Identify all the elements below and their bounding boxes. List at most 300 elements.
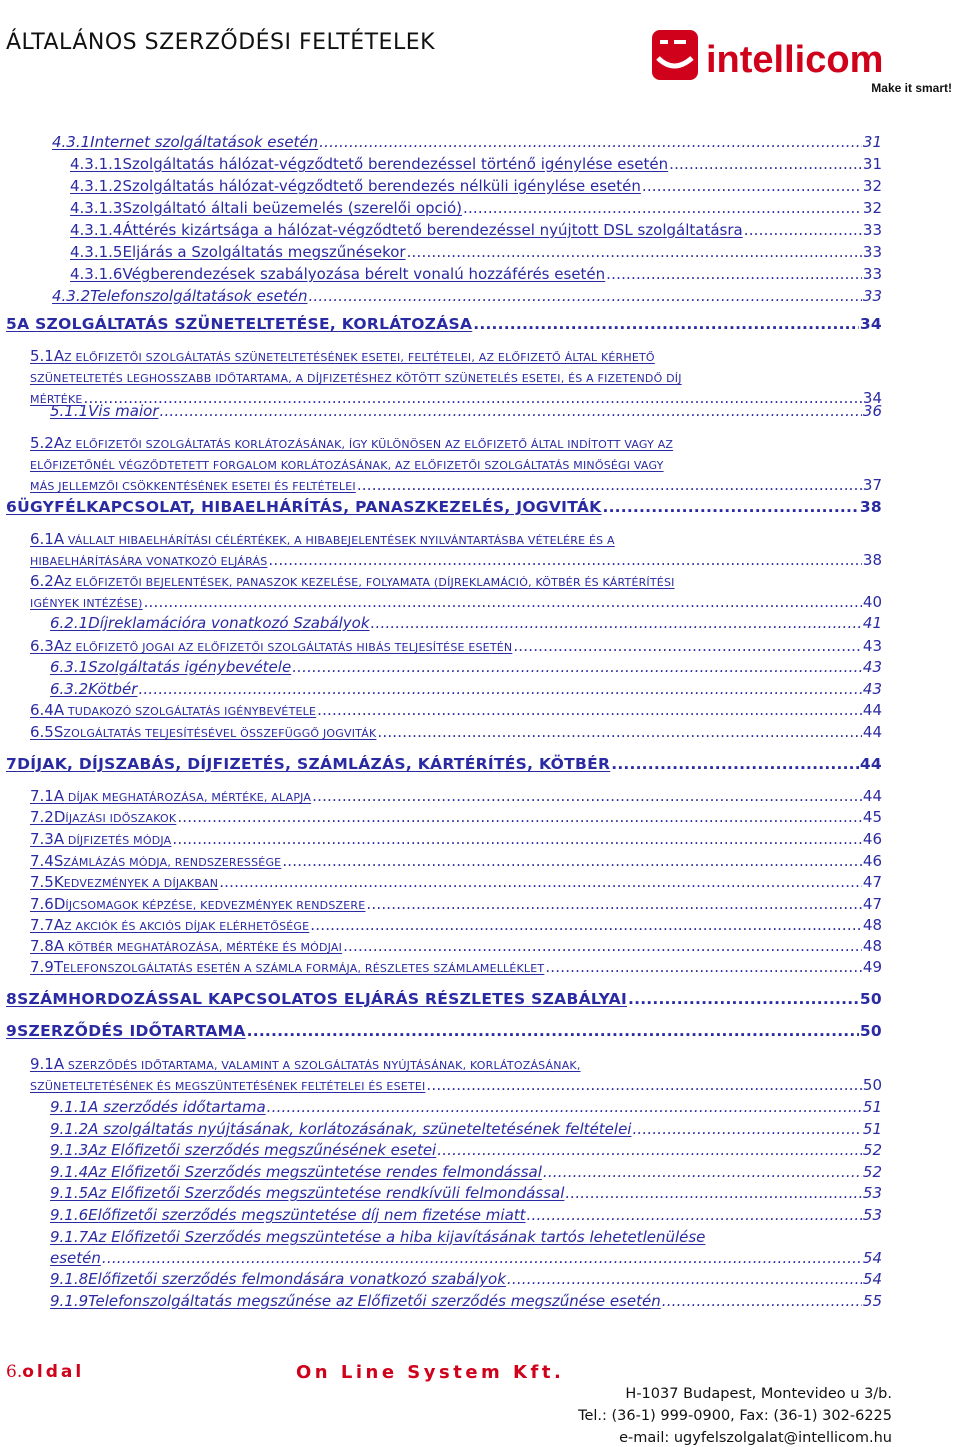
footer-phone: Tel.: (36-1) 999-0900, Fax: (36-1) 302-6225 bbox=[578, 1408, 892, 1424]
toc-title bbox=[70, 199, 462, 217]
dot-leader bbox=[473, 315, 859, 333]
toc-line bbox=[70, 221, 882, 241]
toc-title-initial: S bbox=[53, 852, 64, 870]
dot-leader bbox=[545, 958, 862, 976]
toc-title-initial: A bbox=[53, 434, 65, 452]
toc-title bbox=[30, 434, 673, 452]
toc-title-text: Az Előfizetői szerződés megszűnésének esetei bbox=[88, 1141, 437, 1159]
toc-title-initial: A bbox=[53, 830, 65, 848]
toc-page-number: 47 bbox=[862, 895, 882, 913]
footer-address: H-1037 Budapest, Montevideo u 3/b. bbox=[625, 1386, 892, 1402]
toc-title-initial: K bbox=[53, 873, 64, 891]
toc-title-continued: MÁS JELLEMZŐI CSÖKKENTÉSÉNEK ESETEI ÉS FELTÉTELEI bbox=[30, 480, 356, 493]
toc-line bbox=[30, 895, 882, 915]
toc-number: 7.2 bbox=[30, 808, 54, 826]
dot-leader bbox=[426, 1076, 861, 1094]
page-number bbox=[6, 1362, 84, 1382]
toc-number: 5.1 bbox=[30, 347, 54, 365]
toc-title-initial: A bbox=[53, 572, 65, 590]
toc-number: 9.1.1 bbox=[50, 1098, 89, 1116]
toc-page-number: 52 bbox=[862, 1141, 882, 1159]
toc-title-text: Az Előfizetői Szerződés megszüntetése a hiba kijavításának tartós lehetetlenülése bbox=[88, 1228, 706, 1246]
toc-number: 7.6 bbox=[30, 895, 54, 913]
toc-title-rest: ÍJCSOMAGOK KÉPZÉSE, KEDVEZMÉNYEK RENDSZERE bbox=[65, 899, 366, 912]
toc-page-number: 46 bbox=[862, 830, 882, 848]
toc-title-rest: DÍJAK MEGHATÁROZÁSA, MÉRTÉKE, ALAPJA bbox=[64, 791, 312, 804]
toc-title: SZERZŐDÉS IDŐTARTAMA bbox=[17, 1022, 246, 1040]
toc-line bbox=[30, 572, 882, 592]
toc-title-initial: D bbox=[53, 895, 66, 913]
toc-page-number: 31 bbox=[862, 155, 882, 173]
toc-line bbox=[70, 199, 882, 219]
toc-number: 5 bbox=[6, 315, 18, 333]
dot-leader bbox=[377, 723, 862, 741]
toc-title bbox=[50, 1141, 436, 1159]
toc-title bbox=[70, 177, 641, 195]
toc-title-rest: TUDAKOZÓ SZOLGÁLTATÁS IGÉNYBEVÉTELE bbox=[64, 705, 317, 718]
dot-leader bbox=[312, 787, 862, 805]
toc-page-number: 49 bbox=[862, 958, 882, 976]
toc-title bbox=[30, 347, 655, 365]
dot-leader bbox=[247, 1022, 859, 1040]
toc-line bbox=[30, 434, 882, 454]
dot-leader bbox=[632, 1120, 861, 1138]
dot-leader bbox=[177, 808, 862, 826]
toc-title-rest: Z AKCIÓK ÉS AKCIÓS DÍJAK ELÉRHETŐSÉGE bbox=[64, 920, 310, 933]
toc-line bbox=[30, 937, 882, 957]
toc-page-number: 44 bbox=[862, 787, 882, 805]
document-title: ÁLTALÁNOS SZERZŐDÉSI FELTÉTELEK bbox=[6, 30, 436, 55]
dot-leader bbox=[565, 1184, 862, 1202]
dot-leader bbox=[282, 852, 862, 870]
dot-leader bbox=[662, 1292, 862, 1310]
toc-title-text: Vis maior bbox=[88, 402, 159, 420]
toc-title bbox=[50, 1206, 526, 1224]
toc-title bbox=[30, 637, 512, 655]
toc-line bbox=[50, 1120, 882, 1140]
toc-title-rest: Z ELŐFIZETŐ JOGAI AZ ELŐFIZETŐI SZOLGÁLTATÁS HIBÁS TELJESÍTÉSE ESETÉN bbox=[64, 641, 513, 654]
toc-title bbox=[30, 852, 281, 870]
toc-title bbox=[30, 895, 365, 913]
toc-page-number: 40 bbox=[862, 593, 882, 611]
toc-line bbox=[70, 243, 882, 263]
toc-line bbox=[30, 593, 882, 613]
toc-title bbox=[30, 1076, 425, 1094]
toc-line bbox=[30, 787, 882, 807]
toc-page-number: 43 bbox=[862, 680, 882, 698]
toc-title-initial: A bbox=[53, 937, 65, 955]
toc-page-number: 37 bbox=[862, 476, 882, 494]
toc-number: 6.2 bbox=[30, 572, 54, 590]
toc-title bbox=[30, 787, 311, 805]
dot-leader bbox=[507, 1270, 862, 1288]
dot-leader bbox=[669, 155, 862, 173]
toc-heading-title bbox=[6, 990, 627, 1008]
toc-title-initial: A bbox=[53, 916, 65, 934]
toc-line bbox=[52, 133, 882, 153]
toc-page-number: 55 bbox=[862, 1292, 882, 1310]
toc-title-text: Szolgáltató általi beüzemelés (szerelői opció) bbox=[122, 199, 462, 217]
dot-leader bbox=[308, 287, 861, 305]
toc-title-continued: MÉRTÉKE bbox=[30, 393, 83, 406]
toc-title-initial: A bbox=[53, 787, 65, 805]
toc-page-number: 48 bbox=[862, 916, 882, 934]
toc-line bbox=[30, 701, 882, 721]
toc-title bbox=[30, 830, 171, 848]
toc-number: 6.3 bbox=[30, 637, 54, 655]
toc-title-text: Végberendezések szabályozása bérelt vonalú hozzáférés esetén bbox=[122, 265, 606, 283]
toc-title-rest: Z ELŐFIZETŐI SZOLGÁLTATÁS KORLÁTOZÁSÁNAK, ÍGY KÜLÖNÖSEN AZ ELŐFIZETŐ ÁLTAL INDÍTOTT VAGY AZ bbox=[64, 438, 674, 451]
toc-title-initial: S bbox=[53, 723, 64, 741]
toc-line bbox=[30, 637, 882, 657]
toc-line bbox=[30, 830, 882, 850]
toc-title-text: Kötbér bbox=[88, 680, 138, 698]
toc-page-number: 53 bbox=[862, 1184, 882, 1202]
toc-line bbox=[50, 1228, 882, 1248]
toc-page-number: 52 bbox=[862, 1163, 882, 1181]
footer-email: e-mail: ugyfelszolgalat@intellicom.hu bbox=[619, 1430, 892, 1446]
toc-number: 5.2 bbox=[30, 434, 54, 452]
toc-page-number: 32 bbox=[862, 199, 882, 217]
toc-page-number: 50 bbox=[862, 1076, 882, 1094]
toc-line bbox=[52, 287, 882, 307]
toc-number: 7.4 bbox=[30, 852, 54, 870]
dot-leader bbox=[527, 1206, 862, 1224]
toc-title-text: Szolgáltatás hálózat-végződtető berendezés nélküli igénylése esetén bbox=[122, 177, 641, 195]
toc-page-number: 41 bbox=[862, 614, 882, 632]
dot-leader bbox=[366, 895, 861, 913]
toc-line bbox=[30, 530, 882, 550]
toc-page-number: 33 bbox=[862, 221, 882, 239]
toc-title bbox=[70, 265, 605, 283]
dot-leader bbox=[463, 199, 862, 217]
toc-number: 4.3.1.4 bbox=[70, 221, 123, 239]
toc-heading-title bbox=[6, 1022, 246, 1040]
toc-page-number: 34 bbox=[862, 389, 882, 407]
toc-page-number: 47 bbox=[862, 873, 882, 891]
toc-title: ÜGYFÉLKAPCSOLAT, HIBAELHÁRÍTÁS, PANASZKEZELÉS, JOGVITÁK bbox=[17, 498, 602, 516]
toc-page-number: 54 bbox=[862, 1270, 882, 1288]
toc-title bbox=[50, 680, 137, 698]
toc-title-text: Az Előfizetői Szerződés megszüntetése rendes felmondással bbox=[88, 1163, 542, 1181]
toc-line bbox=[6, 498, 882, 520]
toc-title bbox=[30, 368, 682, 386]
dot-leader bbox=[606, 265, 862, 283]
toc-title-text: Internet szolgáltatások esetén bbox=[90, 133, 319, 151]
toc-line bbox=[70, 177, 882, 197]
toc-number: 4.3.1.3 bbox=[70, 199, 123, 217]
toc-page-number: 38 bbox=[862, 551, 882, 569]
toc-title bbox=[50, 1249, 101, 1267]
dot-leader bbox=[343, 937, 862, 955]
toc-number: 6.3.2 bbox=[50, 680, 89, 698]
toc-line bbox=[50, 1184, 882, 1204]
toc-heading-title bbox=[6, 498, 601, 516]
toc-line bbox=[30, 1076, 882, 1096]
toc-title bbox=[50, 1228, 705, 1246]
toc-line bbox=[70, 155, 882, 175]
page-label: oldal bbox=[22, 1362, 85, 1382]
dot-leader bbox=[407, 243, 862, 261]
toc-title-text: Előfizetői szerződés felmondására vonatkozó szabályok bbox=[88, 1270, 506, 1288]
toc-number: 9.1.6 bbox=[50, 1206, 89, 1224]
toc-line bbox=[50, 614, 882, 634]
toc-title bbox=[30, 958, 544, 976]
toc-page-number: 33 bbox=[862, 243, 882, 261]
toc-title bbox=[50, 658, 291, 676]
toc-number: 6 bbox=[6, 498, 18, 516]
toc-title-continued: SZÜNETELTETÉSÉNEK ÉS MEGSZÜNTETÉSÉNEK FELTÉTELEI ÉS ESETEI bbox=[30, 1080, 426, 1093]
toc-title-initial: A bbox=[53, 530, 65, 548]
toc-title-text: Előfizetői szerződés megszüntetése díj nem fizetése miatt bbox=[88, 1206, 526, 1224]
dot-leader bbox=[744, 221, 862, 239]
toc-line bbox=[30, 347, 882, 367]
toc-title-rest: EDVEZMÉNYEK A DÍJAKBAN bbox=[63, 877, 219, 890]
toc-title-rest: DÍJFIZETÉS MÓDJA bbox=[64, 834, 172, 847]
dot-leader bbox=[319, 133, 862, 151]
toc-title bbox=[30, 937, 342, 955]
toc-line bbox=[30, 916, 882, 936]
dot-leader bbox=[371, 614, 862, 632]
toc-line bbox=[50, 1249, 882, 1269]
dot-leader bbox=[642, 177, 862, 195]
toc-title-rest: ZÁMLÁZÁS MÓDJA, RENDSZERESSÉGE bbox=[63, 856, 282, 869]
toc-title bbox=[50, 1184, 564, 1202]
toc-number: 9.1.5 bbox=[50, 1184, 89, 1202]
dot-leader bbox=[602, 498, 858, 516]
toc-title bbox=[50, 402, 159, 420]
toc-title bbox=[30, 701, 316, 719]
toc-title: A SZOLGÁLTATÁS SZÜNETELTETÉSE, KORLÁTOZÁSA bbox=[17, 315, 473, 333]
toc-title-rest: ZOLGÁLTATÁS TELJESÍTÉSÉVEL ÖSSZEFÜGGŐ JOGVITÁK bbox=[63, 727, 377, 740]
toc-title bbox=[70, 155, 668, 173]
toc-title-text: Telefonszolgáltatás megszűnése az Előfizetői szerződés megszűnése esetén bbox=[88, 1292, 661, 1310]
toc-title bbox=[30, 455, 664, 473]
toc-line bbox=[30, 852, 882, 872]
toc-line bbox=[30, 476, 882, 496]
toc-number: 4.3.1 bbox=[52, 133, 91, 151]
dot-leader bbox=[172, 830, 862, 848]
dot-leader bbox=[611, 755, 859, 773]
toc-line bbox=[50, 1163, 882, 1183]
toc-title bbox=[50, 1292, 661, 1310]
toc-title bbox=[50, 1098, 266, 1116]
toc-title-text: Eljárás a Szolgáltatás megszűnésekor bbox=[122, 243, 406, 261]
toc-title-continued: esetén bbox=[50, 1249, 101, 1267]
toc-line bbox=[50, 658, 882, 678]
dot-leader bbox=[513, 637, 862, 655]
toc-line bbox=[50, 402, 882, 422]
toc-title-initial: A bbox=[53, 347, 65, 365]
toc-page-number: 51 bbox=[862, 1120, 882, 1138]
toc-page-number: 48 bbox=[862, 937, 882, 955]
dot-leader bbox=[310, 916, 862, 934]
toc-number: 8 bbox=[6, 990, 18, 1008]
logo-wordmark: intellicom bbox=[706, 39, 884, 81]
toc-title bbox=[70, 243, 406, 261]
toc-title-text: Szolgáltatás igénybevétele bbox=[88, 658, 292, 676]
toc-number: 7 bbox=[6, 755, 18, 773]
toc-page-number: 54 bbox=[862, 1249, 882, 1267]
toc-line bbox=[30, 808, 882, 828]
toc-number: 7.7 bbox=[30, 916, 54, 934]
toc-title-initial: T bbox=[53, 958, 64, 976]
page-number-value: 6. bbox=[6, 1362, 23, 1382]
toc-title-rest: VÁLLALT HIBAELHÁRÍTÁSI CÉLÉRTÉKEK, A HIBABEJELENTÉSEK NYILVÁNTARTÁSBA VÉTELÉRE ÉS A bbox=[64, 534, 615, 547]
toc-title-text: Telefonszolgáltatások esetén bbox=[90, 287, 308, 305]
toc-title bbox=[30, 873, 218, 891]
toc-title bbox=[50, 1120, 631, 1138]
logo-tagline: Make it smart! bbox=[871, 81, 952, 95]
toc-title-rest: KÖTBÉR MEGHATÁROZÁSA, MÉRTÉKE ÉS MÓDJAI bbox=[64, 941, 343, 954]
footer-company: On Line System Kft. bbox=[296, 1362, 565, 1383]
toc-title-initial: D bbox=[53, 808, 66, 826]
toc-line bbox=[30, 368, 882, 388]
dot-leader bbox=[268, 551, 862, 569]
toc-title bbox=[52, 287, 307, 305]
toc-title bbox=[30, 572, 675, 590]
toc-page-number: 38 bbox=[859, 498, 882, 516]
toc-page-number: 46 bbox=[862, 852, 882, 870]
toc-line bbox=[30, 958, 882, 978]
toc-title-continued: HIBAELHÁRÍTÁSÁRA VONATKOZÓ ELJÁRÁS bbox=[30, 555, 268, 568]
toc-number: 9.1.8 bbox=[50, 1270, 89, 1288]
toc-number: 7.3 bbox=[30, 830, 54, 848]
toc-line bbox=[6, 990, 882, 1012]
toc-title-continued: IGÉNYEK INTÉZÉSE) bbox=[30, 597, 143, 610]
toc-page-number: 44 bbox=[862, 701, 882, 719]
toc-page-number: 33 bbox=[862, 287, 882, 305]
toc-page-number: 44 bbox=[862, 723, 882, 741]
dot-leader bbox=[267, 1098, 862, 1116]
toc-number: 7.5 bbox=[30, 873, 54, 891]
toc-number: 4.3.1.5 bbox=[70, 243, 123, 261]
toc-line bbox=[30, 723, 882, 743]
dot-leader bbox=[292, 658, 862, 676]
toc-number: 4.3.2 bbox=[52, 287, 91, 305]
toc-title bbox=[30, 723, 376, 741]
toc-page-number: 45 bbox=[862, 808, 882, 826]
toc-title bbox=[50, 1163, 542, 1181]
toc-number: 7.1 bbox=[30, 787, 54, 805]
toc-page-number: 32 bbox=[862, 177, 882, 195]
toc-line bbox=[50, 680, 882, 700]
toc-page-number: 44 bbox=[859, 755, 882, 773]
toc-title-text: A szerződés időtartama bbox=[88, 1098, 266, 1116]
dot-leader bbox=[628, 990, 859, 1008]
toc-title-initial: A bbox=[53, 637, 65, 655]
toc-page-number: 50 bbox=[859, 990, 882, 1008]
toc-number: 9.1.2 bbox=[50, 1120, 89, 1138]
toc-number: 6.3.1 bbox=[50, 658, 89, 676]
toc-page-number: 31 bbox=[862, 133, 882, 151]
toc-page-number: 36 bbox=[862, 402, 882, 420]
toc-title-text: Áttérés kizártsága a hálózat-végződtető berendezéssel nyújtott DSL szolgáltatásra bbox=[122, 221, 743, 239]
dot-leader bbox=[219, 873, 862, 891]
toc-heading-title bbox=[6, 315, 472, 333]
dot-leader bbox=[357, 476, 862, 494]
toc-number: 7.8 bbox=[30, 937, 54, 955]
toc-line bbox=[50, 1206, 882, 1226]
toc-title: DÍJAK, DÍJSZABÁS, DÍJFIZETÉS, SZÁMLÁZÁS, KÁRTÉRÍTÉS, KÖTBÉR bbox=[17, 755, 611, 773]
dot-leader bbox=[317, 701, 862, 719]
toc-title bbox=[30, 530, 615, 548]
toc-title bbox=[30, 808, 176, 826]
toc-title-rest: ELEFONSZOLGÁLTATÁS ESETÉN A SZÁMLA FORMÁJA, RÉSZLETES SZÁMLAMELLÉKLET bbox=[63, 962, 545, 975]
toc-page-number: 43 bbox=[862, 637, 882, 655]
toc-line bbox=[30, 551, 882, 571]
toc-number: 5.1.1 bbox=[50, 402, 89, 420]
toc-line bbox=[50, 1270, 882, 1290]
dot-leader bbox=[437, 1141, 862, 1159]
toc-title-rest: ÍJAZÁSI IDŐSZAKOK bbox=[65, 812, 177, 825]
toc-page-number: 51 bbox=[862, 1098, 882, 1116]
toc-title bbox=[30, 593, 143, 611]
toc-title-text: Az Előfizetői Szerződés megszüntetése rendkívüli felmondással bbox=[88, 1184, 565, 1202]
toc-title-rest: Z ELŐFIZETŐI SZOLGÁLTATÁS SZÜNETELTETÉSÉNEK ESETEI, FELTÉTELEI, AZ ELŐFIZETŐ ÁLTAL KÉRHETŐ bbox=[64, 351, 655, 364]
toc-line bbox=[50, 1141, 882, 1161]
toc-title: SZÁMHORDOZÁSSAL KAPCSOLATOS ELJÁRÁS RÉSZLETES SZABÁLYAI bbox=[17, 990, 628, 1008]
toc-title-text: Díjreklamációra vonatkozó Szabályok bbox=[88, 614, 370, 632]
toc-title-text: Szolgáltatás hálózat-végződtető berendezéssel történő igénylése esetén bbox=[122, 155, 669, 173]
toc-number: 4.3.1.6 bbox=[70, 265, 123, 283]
toc-page-number: 33 bbox=[862, 265, 882, 283]
toc-number: 7.9 bbox=[30, 958, 54, 976]
toc-number: 9.1.3 bbox=[50, 1141, 89, 1159]
toc-line bbox=[30, 873, 882, 893]
toc-line bbox=[30, 455, 882, 475]
toc-line bbox=[70, 265, 882, 285]
toc-title-text: A szolgáltatás nyújtásának, korlátozásának, szüneteltetésének feltételei bbox=[88, 1120, 632, 1138]
toc-title bbox=[70, 221, 743, 239]
toc-number: 9.1.9 bbox=[50, 1292, 89, 1310]
toc-title bbox=[30, 1055, 581, 1073]
toc-heading-title bbox=[6, 755, 610, 773]
toc-number: 9.1.7 bbox=[50, 1228, 89, 1246]
dot-leader bbox=[160, 402, 862, 420]
toc-number: 6.2.1 bbox=[50, 614, 89, 632]
toc-page-number: 34 bbox=[859, 315, 882, 333]
toc-number: 9.1.4 bbox=[50, 1163, 89, 1181]
toc-title-initial: A bbox=[53, 701, 65, 719]
toc-title bbox=[50, 1270, 506, 1288]
toc-title bbox=[30, 476, 356, 494]
toc-line bbox=[50, 1098, 882, 1118]
toc-number: 9 bbox=[6, 1022, 18, 1040]
toc-title bbox=[30, 916, 309, 934]
dot-leader bbox=[543, 1163, 862, 1181]
toc-number: 4.3.1.2 bbox=[70, 177, 123, 195]
dot-leader bbox=[144, 593, 862, 611]
toc-title-continued: SZÜNETELTETÉS LEGHOSSZABB IDŐTARTAMA, A DÍJFIZETÉSHEZ KÖTÖTT SZÜNETELÉS ESETEI, ÉS A FIZETENDŐ DÍJ bbox=[30, 372, 682, 385]
toc-title-continued: ELŐFIZETŐNÉL VÉGZŐDTETETT FORGALOM KORLÁTOZÁSÁNAK, AZ ELŐFIZETŐI SZOLGÁLTATÁS MINŐSÉGI VAGY bbox=[30, 459, 664, 472]
toc-number: 6.1 bbox=[30, 530, 54, 548]
toc-line bbox=[6, 315, 882, 337]
toc-page-number: 43 bbox=[862, 658, 882, 676]
toc-title bbox=[50, 614, 370, 632]
toc-line bbox=[6, 1022, 882, 1044]
toc-number: 9.1 bbox=[30, 1055, 54, 1073]
toc-title bbox=[30, 551, 267, 569]
toc-number: 6.4 bbox=[30, 701, 54, 719]
toc-title-initial: A bbox=[53, 1055, 65, 1073]
toc-line bbox=[30, 1055, 882, 1075]
dot-leader bbox=[138, 680, 861, 698]
toc-page-number: 50 bbox=[859, 1022, 882, 1040]
toc-number: 4.3.1.1 bbox=[70, 155, 123, 173]
toc-number: 6.5 bbox=[30, 723, 54, 741]
toc-title bbox=[52, 133, 318, 151]
